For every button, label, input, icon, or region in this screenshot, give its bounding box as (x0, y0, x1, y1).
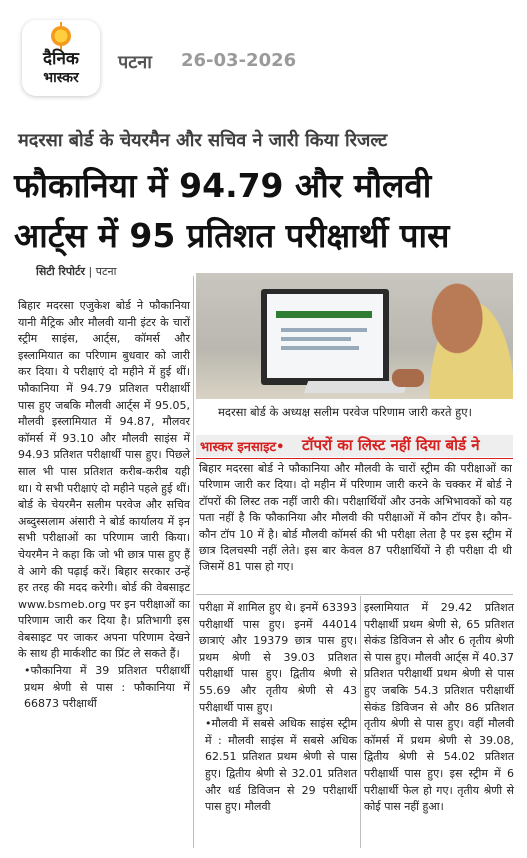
edition-date: 26-03-2026 (181, 50, 297, 71)
byline-reporter: सिटी रिपोर्टर (36, 265, 85, 278)
main-headline (14, 161, 519, 261)
article-paragraph: इस्लामियात में 29.42 प्रतिशत परीक्षार्थी प्रथम श्रेणी से, 65 प्रतिशत सेकंड डिविजन से और 6 तृतीय श्रेणी से पास हुए। मौलवी आर्ट्स में 40.37 प्रतिशत परीक्षार्थी प्रथम श्रेणी से पास हुए जबकि 54.3 प्रतिशत परीक्षार्थी सेकंड डिविजन से और 86 प्रतिशत तृतीय श्रेणी से पास हुए। वहीं मौलवी कॉमर्स में प्रथम श्रेणी से 39.08, द्वितीय श्रेणी से 54.02 प्रतिशत परीक्षार्थी पास हुए। इस स्ट्रीम में 6 परीक्षार्थी फेल हो गए। तृतीय श्रेणी से कोई पास नहीं हुआ। (364, 601, 514, 814)
article-column-1 (18, 298, 190, 713)
insight-divider (196, 458, 513, 459)
screen-header-bar (276, 311, 372, 318)
insight-brand: भास्कर इनसाइट• (200, 440, 285, 455)
article-column-2 (199, 600, 357, 816)
byline-city: पटना (95, 265, 117, 278)
column-divider (360, 596, 361, 848)
logo-text-bhaskar: भास्कर (43, 70, 79, 86)
insight-title: टॉपरों का लिस्ट नहीं दिया बोर्ड ने (302, 436, 480, 454)
screen-text-line (281, 346, 359, 350)
column-divider (193, 276, 194, 848)
insight-body: बिहार मदरसा बोर्ड ने फौकानिया और मौलवी के चारों स्ट्रीम की परीक्षाओं का परिणाम जारी कर दिया। दो महीन में परिणाम जारी करने के चक्कर में बोर्ड ने टॉपरों की लिस्ट तक नहीं जारी की। परीक्षार्थियों और उनके अभिभावकों को यह पता नहीं है कि फौकानिया और मौलवी की परीक्षाओं में कौन टॉपर है। कौन-कौन टॉप 10 में है। बोर्ड मौलवी कॉमर्स की भी परीक्षा लेता है पर इस स्ट्रीम में छात्र दिलचस्पी नहीं लेते। इस बार केवल 87 परीक्षार्थियों ने ही परीक्षा दी थी जिसमें 81 पास हो गए। (199, 462, 512, 574)
news-photo (196, 273, 513, 399)
edition-city: पटना (118, 52, 152, 73)
person-figure (418, 275, 513, 399)
screen-text-line (281, 337, 351, 341)
article-paragraph: परीक्षा में शामिल हुए थे। इनमें 63393 परीक्षार्थी पास हुए। इनमें 44014 छात्राएं और 19379 छात्र पास हुए। प्रथम श्रेणी से 39.03 प्रतिशत परीक्षार्थी पास हुए। द्वितीय श्रेणी से 55.69 और तृतीय श्रेणी से 43 परीक्षार्थी पास हुए। (199, 601, 357, 714)
dainik-bhaskar-logo[interactable] (22, 20, 100, 96)
monitor-screen (267, 294, 383, 378)
screen-text-line (281, 328, 367, 332)
section-divider (196, 594, 513, 595)
headline-line-2: आर्ट्स में 95 प्रतिशत परीक्षार्थी पास (14, 216, 450, 255)
photo-caption: मदरसा बोर्ड के अध्यक्ष सलीम परवेज परिणाम जारी करते हुए। (218, 405, 472, 419)
byline-separator: | (88, 265, 93, 278)
article-paragraph: •मौलवी में सबसे अधिक साइंस स्ट्रीम में : मौलवी साइंस में सबसे अधिक 62.51 प्रतिशत प्रथम श्रेणी से पास हुए। द्वितीय श्रेणी से 32.01 प्रतिशत और थर्ड डिविजन से 29 परीक्षार्थी पास हुए। मौलवी (205, 717, 357, 814)
article-paragraph: •फौकानिया में 39 प्रतिशत परीक्षार्थी प्रथम श्रेणी से पास : फौकानिया में 66873 परीक्षार्थी (24, 664, 190, 711)
article-paragraph: बिहार मदरसा एजुकेश बोर्ड ने फौकानिया यानी मैट्रिक और मौलवी यानी इंटर के चारों स्ट्रीम साइंस, आर्ट्स, कॉमर्स और इस्लामियात का परिणाम बुधवार को जारी कर दिया। ये परीक्षाएं दो महीने में हुई थीं। फौकानिया में 94.79 प्रतिशत परीक्षार्थी पास हुए जबकि मौलवी आर्ट्स में 95.05, मौलवी इस्लामियात में 94.87, मौलवर कॉमर्स में 93.10 और मौलवी साइंस में 94.93 प्रतिशत परीक्षार्थी पास हुए। पिछले साल भी पास प्रतिशत करीब-करीब यही था। ये सभी परीक्षाएं दो महीने पहले हुई थीं। बोर्ड के चेयरमैन सलीम परवेज और सचिव अब्दुस्सलाम अंसारी ने बोर्ड कार्यालय में इन सभी परीक्षाओं का परिणाम जारी किया। चेयरमैन ने कहा कि जो भी छात्र पास हुए हैं वे आगे की पढ़ाई करें। बिहार सरकार उन्हें हर तरह की मदद करेगी। बोर्ड की वेबसाइट www.bsmeb.org पर इन परीक्षाओं का परिणाम जारी कर दिया है। प्रतिभागी इस वेबसाइट पर जाकर अपना परिणाम देखने के साथ ही मार्कशीट का प्रिंट ले सकते हैं। (18, 299, 190, 661)
logo-text-dainik: दैनिक (43, 49, 79, 69)
sun-icon (51, 26, 71, 46)
headline-line-1: फौकानिया में 94.79 और मौलवी (14, 166, 432, 205)
kicker-headline: मदरसा बोर्ड के चेयरमैन और सचिव ने जारी किया रिजल्ट (18, 130, 388, 151)
article-column-3 (364, 600, 514, 816)
byline (36, 264, 116, 279)
hand-shape (392, 369, 424, 387)
